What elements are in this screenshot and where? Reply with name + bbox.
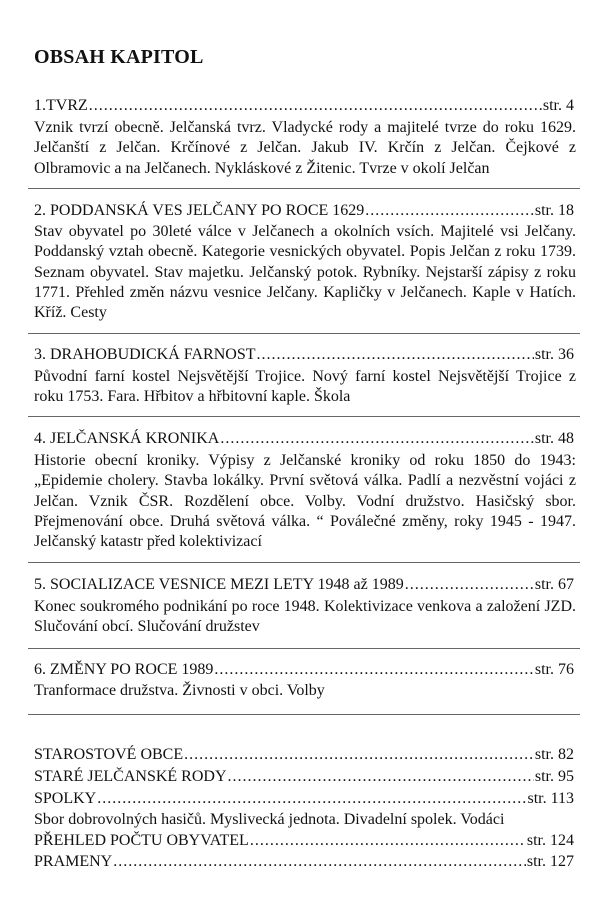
appendix-title: STARÉ JELČANSKÉ RODY	[34, 768, 227, 785]
chapter-1-entry	[34, 96, 574, 116]
chapter-page-number: str. 76	[534, 661, 574, 678]
chapter-2-description: Stav obyvatel po 30leté válce v Jelčanech a okolních vsích. Majitelé vsi Jelčany. Poddanský vztah obecně. Kategorie vesnických obyvatel. Popis Jelčan z roku 1739. Seznam obyvatel. Stav majetku. Jelčanský potok. Rybníky. Nejstarší zápisy z roku 1771. Přehled změn názvu vesnice Jelčany. Kapličky v Jelčanech. Kaple v Hatích. Kříž. Cesty	[34, 223, 576, 322]
section-divider	[28, 416, 580, 417]
chapter-4-description: Historie obecní kroniky. Výpisy z Jelčanské kroniky od roku 1850 do 1943: „Epidemie cholery. Stavba lokálky. První světová válka. Padlí a nezvěstní vojáci z Jelčan. Vznik ČSR. Rozdělení obce. Volby. Vodní družstvo. Hasičský sbor. Přejmenování obce. Druhá světová válka. “ Poválečné změny, roky 1945 - 1947. Jelčanský katastr před kolektivizací	[34, 452, 576, 551]
section-divider	[28, 188, 580, 189]
appendix-entry	[34, 745, 574, 765]
chapter-title: 2. PODDANSKÁ VES JELČANY PO ROCE 1629	[34, 202, 365, 219]
dot-leader	[113, 852, 526, 872]
chapter-4-entry	[34, 429, 574, 449]
appendix-page-number: str. 82	[534, 746, 574, 763]
appendix-page-number: str. 113	[527, 790, 574, 807]
appendix-title: PŘEHLED POČTU OBYVATEL	[34, 832, 249, 849]
appendix-entry	[34, 767, 574, 787]
section-divider	[28, 714, 580, 715]
chapter-6-description: Tranformace družstva. Živnosti v obci. Volby	[34, 682, 325, 699]
chapter-1-description: Vznik tvrzí obecně. Jelčanská tvrz. Vladycké rody a majitelé tvrze do roku 1629. Jelčanští z Jelčan. Krčínové z Jelčan. Jakub IV. Krčín z Jelčan. Čejkové z Olbramovic a na Jelčanech. Nykláskové z Žitenic. Tvrze v okolí Jelčan	[34, 119, 576, 177]
chapter-3-description: Původní farní kostel Nejsvětější Trojice. Nový farní kostel Nejsvětější Trojice z roku 1753. Fara. Hřbitov a hřbitovní kaple. Škola	[34, 368, 576, 406]
chapter-title: 6. ZMĚNY PO ROCE 1989	[34, 661, 214, 678]
chapter-page-number: str. 36	[534, 346, 574, 363]
dot-leader	[89, 96, 542, 116]
chapter-page-number: str. 67	[534, 576, 574, 593]
appendix-page-number: str. 124	[526, 832, 574, 849]
chapter-3-entry	[34, 345, 574, 365]
chapter-title: 4. JELČANSKÁ KRONIKA	[34, 430, 220, 447]
appendix-entry	[34, 789, 574, 809]
appendix-entry	[34, 831, 574, 851]
dot-leader	[214, 660, 533, 680]
chapter-5-description: Konec soukromého podnikání po roce 1948. Kolektivizace venkova a založení JZD. Slučování obcí. Slučování družstev	[34, 598, 576, 636]
page-heading: OBSAH KAPITOL	[34, 46, 204, 68]
section-divider	[28, 648, 580, 649]
section-divider	[28, 333, 580, 334]
chapter-2-entry	[34, 201, 574, 221]
appendix-title: PRAMENY	[34, 853, 113, 870]
appendix-page-number: str. 127	[526, 853, 574, 870]
dot-leader	[97, 789, 526, 809]
section-divider	[28, 562, 580, 563]
dot-leader	[257, 345, 534, 365]
chapter-page-number: str. 4	[542, 97, 574, 114]
dot-leader	[184, 745, 534, 765]
appendix-page-number: str. 95	[534, 768, 574, 785]
dot-leader	[365, 201, 534, 221]
dot-leader	[228, 767, 534, 787]
appendix-description: Sbor dobrovolných hasičů. Myslivecká jednota. Divadelní spolek. Vodáci	[34, 811, 505, 828]
appendix-title: STAROSTOVÉ OBCE	[34, 746, 184, 763]
dot-leader	[250, 831, 526, 851]
dot-leader	[405, 575, 534, 595]
chapter-page-number: str. 48	[534, 430, 574, 447]
chapter-page-number: str. 18	[534, 202, 574, 219]
appendix-entry	[34, 852, 574, 872]
chapter-title: 1.TVRZ	[34, 97, 88, 114]
appendix-title: SPOLKY	[34, 790, 97, 807]
chapter-5-entry	[34, 575, 574, 595]
chapter-6-entry	[34, 660, 574, 680]
dot-leader	[220, 429, 534, 449]
chapter-title: 5. SOCIALIZACE VESNICE MEZI LETY 1948 až 1989	[34, 576, 404, 593]
chapter-title: 3. DRAHOBUDICKÁ FARNOST	[34, 346, 256, 363]
